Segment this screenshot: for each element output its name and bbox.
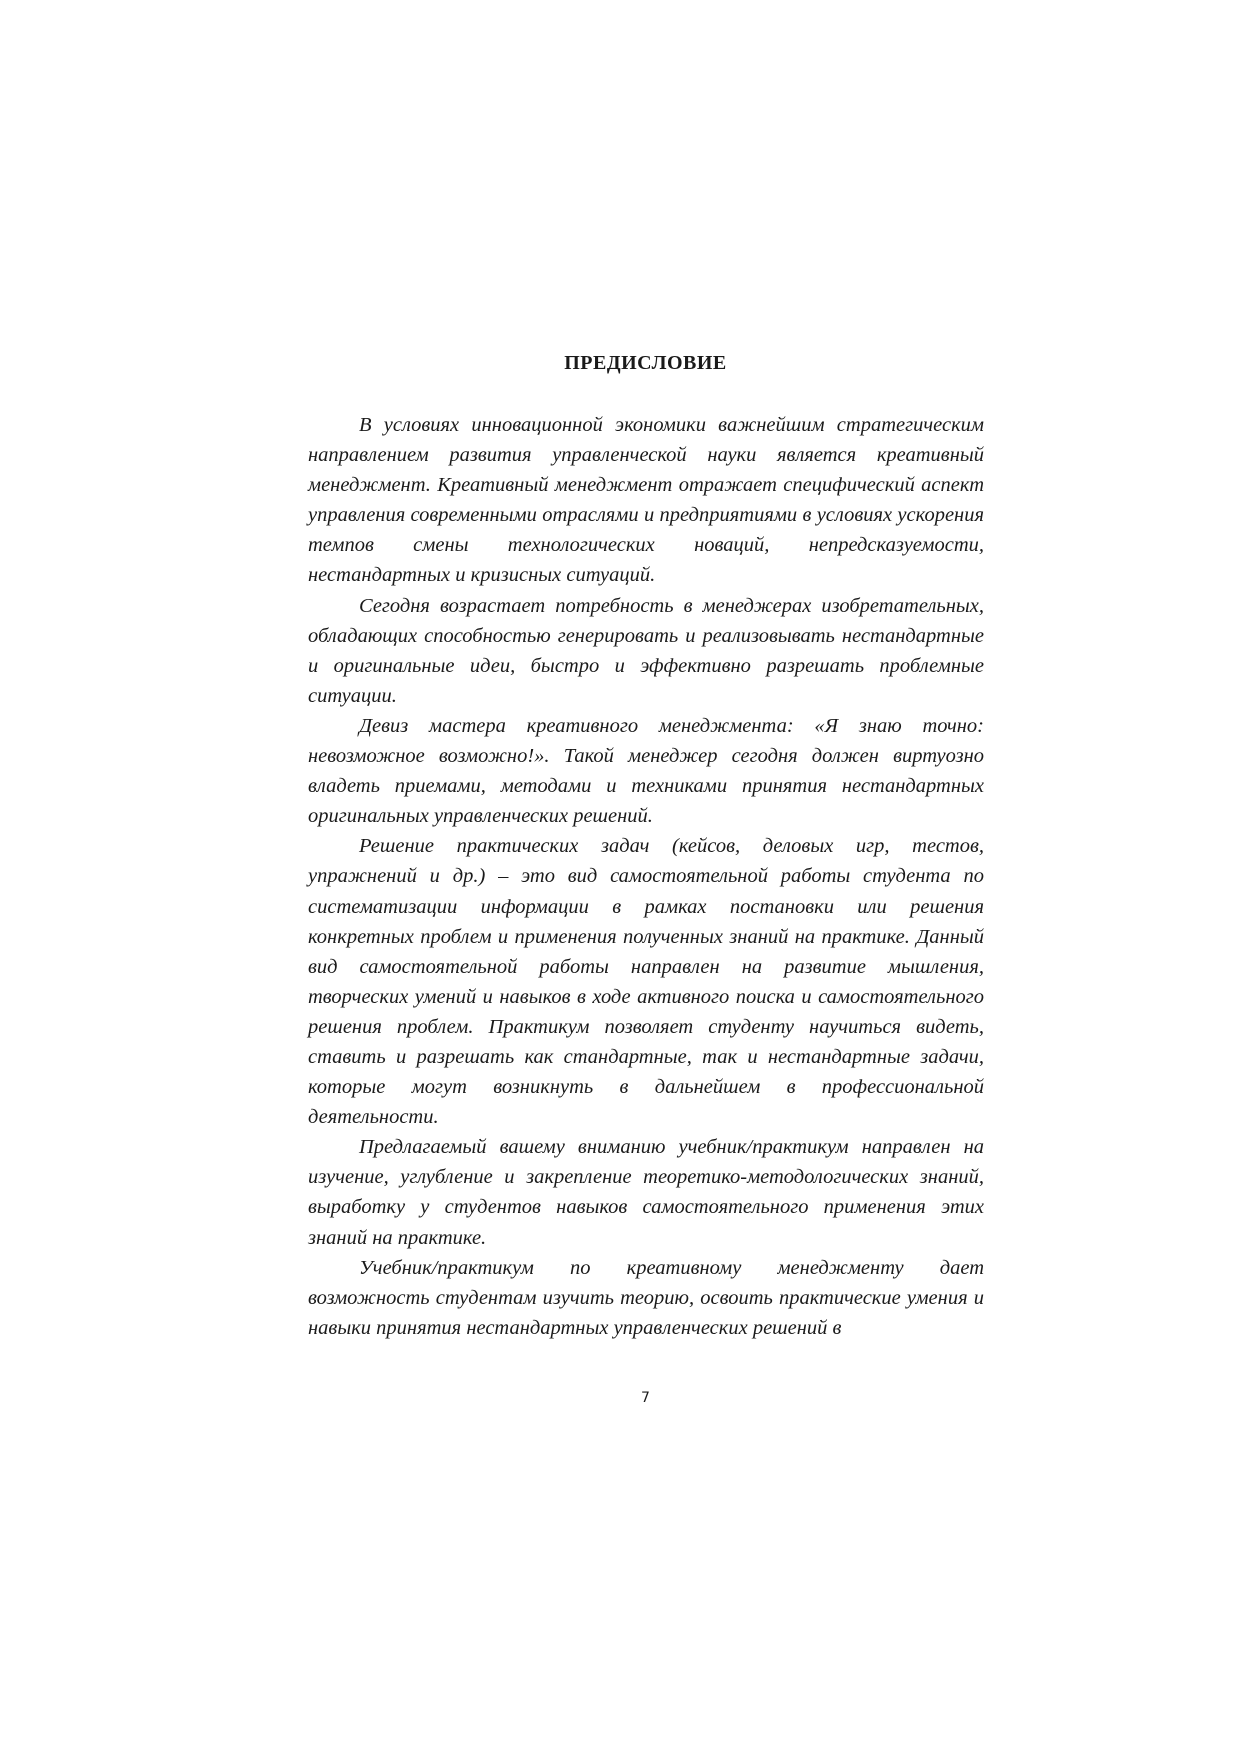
page-title: ПРЕДИСЛОВИЕ [564, 352, 727, 374]
paragraph: Решение практических задач (кейсов, деловых игр, тестов, упражнений и др.) – это вид самостоятельной работы студента по систематизации информации в рамках постановки или решения конкретных проблем и применения полученных знаний на практике. Данный вид самостоятельной работы направлен на развитие мышления, творческих умений и навыков в ходе активного поиска и самостоятельного решения проблем. Практикум позволяет студенту научиться видеть, ставить и разрешать как стандартные, так и нестандартные задачи, которые могут возникнуть в дальнейшем в профессиональной деятельности. [308, 835, 984, 1129]
paragraph: Предлагаемый вашему вниманию учебник/практикум направлен на изучение, углубление и закрепление теоретико-методологических знаний, выработку у студентов навыков самостоятельного применения этих знаний на практике. [308, 1136, 984, 1249]
paragraph: Девиз мастера креативного менеджмента: «Я знаю точно: невозможное возможно!». Такой менеджер сегодня должен виртуозно владеть приемами, методами и техниками принятия нестандартных оригинальных управленческих решений. [308, 714, 984, 828]
page-number: 7 [641, 1390, 650, 1406]
paragraph: В условиях инновационной экономики важнейшим стратегическим направлением развития управленческой науки является креативный менеджмент. Креативный менеджмент отражает специфический аспект управления современными отраслями и предприятиями в условиях ускорения темпов смены технологических новаций, непредсказуемости, нестандартных и кризисных ситуаций. [308, 414, 984, 587]
preface-body [308, 410, 984, 1343]
paragraph: Сегодня возрастает потребность в менеджерах изобретательных, обладающих способностью генерировать и реализовывать нестандартные и оригинальные идеи, быстро и эффективно разрешать проблемные ситуации. [308, 594, 984, 707]
paragraph: Учебник/практикум по креативному менеджменту дает возможность студентам изучить теорию, освоить практические умения и навыки принятия нестандартных управленческих решений в [308, 1256, 984, 1339]
